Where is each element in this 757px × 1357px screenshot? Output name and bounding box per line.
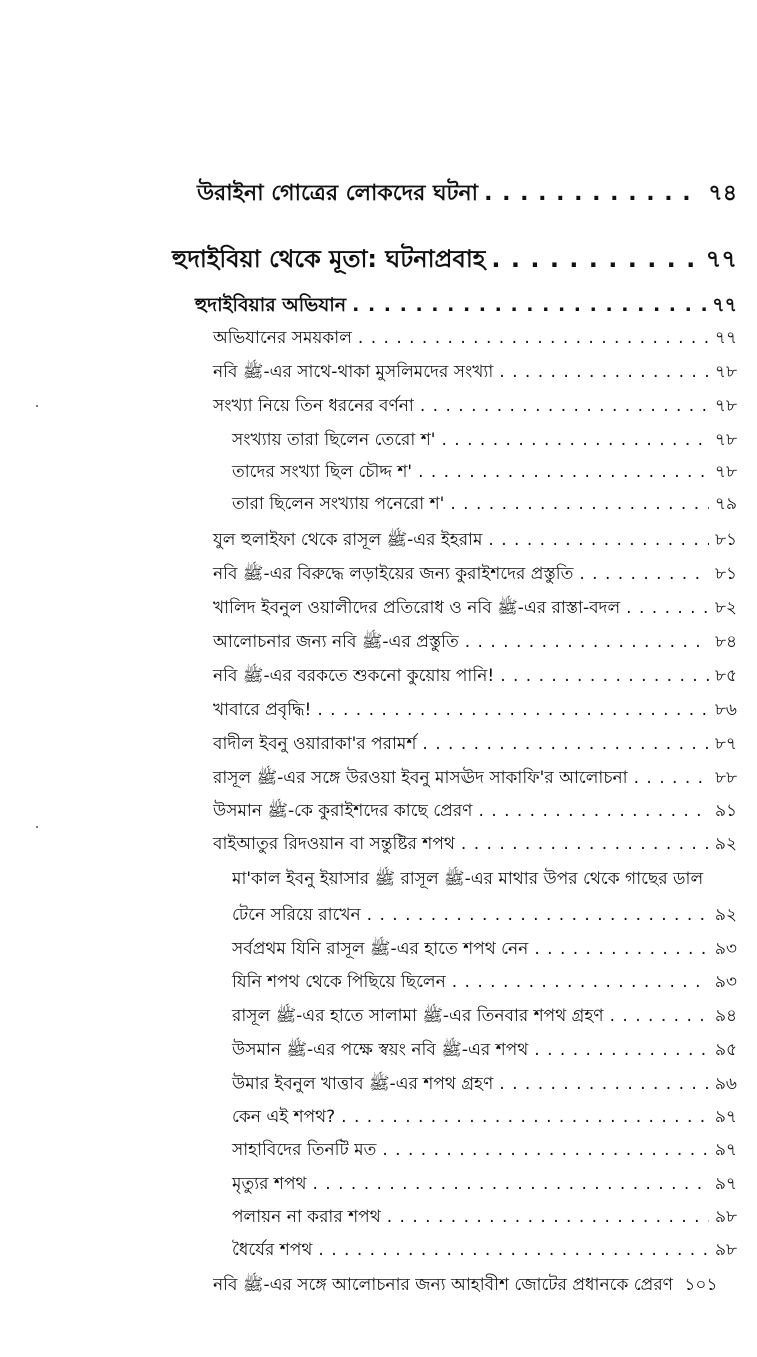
dot-leader [499,362,709,382]
dot-leader [441,430,708,450]
toc-entry [213,731,737,759]
dot-leader [318,1240,709,1260]
toc-entry-title: টেনে সরিয়ে রাখেন [232,905,361,925]
toc-entry-title: পলায়ন না করার শপথ [232,1207,381,1227]
toc-entry-title: উসমান ﷺ-কে কুরাইশদের কাছে প্রেরণ [213,801,473,821]
toc-entry [232,1037,737,1065]
toc-entry [232,902,737,930]
dot-leader [484,181,702,206]
toc-entry-page: ৮১ [714,564,737,584]
toc-entry [232,1071,737,1099]
toc-entry-page: ৯৭ [714,1140,737,1160]
toc-entry [213,359,737,387]
dot-leader [491,245,699,273]
toc-entry-page: ৮৪ [714,632,737,652]
toc-entry-page: ৭৮ [714,430,737,450]
dot-leader [422,734,708,754]
toc-entry-title: বাদীল ইবনু ওয়ারাকা'র পরামর্শ [213,734,417,754]
dot-leader [420,396,709,416]
toc-entry-title: যুল হুলাইফা থেকে রাসূল ﷺ-এর ইহরাম [213,530,483,550]
toc-entry-page: ৮১ [714,530,737,550]
dot-leader [534,1040,709,1060]
toc-entry-page: ৭৪ [708,181,737,206]
toc-entry [213,393,737,421]
toc-entry-page: ৯৭ [714,1107,737,1127]
toc-entry-page: ৭৭ [712,294,737,316]
toc-entry-page: ৯৬ [714,1074,737,1094]
toc-entry [232,491,737,519]
dot-leader [450,494,709,514]
toc-entry-page: ৯২ [714,834,737,854]
dot-leader [317,700,709,720]
toc-entry [232,427,737,455]
dot-leader [452,972,709,992]
toc-entry-page: ১০১ [684,1275,718,1295]
toc-entry-page: ৭৭ [714,328,737,348]
toc-entry [213,831,737,859]
dot-leader [478,801,708,821]
toc-entry [213,663,737,691]
toc-entry-title: উমার ইবনুল খাত্তাব ﷺ-এর শপথ গ্রহণ [232,1074,494,1094]
toc-entry-title: যিনি শপথ থেকে পিছিয়ে ছিলেন [232,972,446,992]
toc-entry [232,1137,737,1165]
dot-leader [387,1207,709,1227]
toc-entry-page: ৯৮ [714,1240,737,1260]
scan-speck [36,405,38,407]
dot-leader [579,564,709,584]
toc-entry [232,1237,737,1265]
dot-leader [382,1140,709,1160]
toc-entry-title: নবি ﷺ-এর বরকতে শুকনো কুয়োয় পানি! [213,666,495,686]
toc-entry [213,629,737,657]
toc-entry-page: ৯৮ [714,1207,737,1227]
toc-entry-title: নবি ﷺ-এর সাথে-থাকা মুসলিমদের সংখ্যা [213,362,494,382]
toc-entry-title: ধৈর্যের শপথ [232,1240,313,1260]
toc-entry-page: ৯৪ [714,1006,737,1026]
dot-leader [341,1107,709,1127]
toc-entry [213,325,737,353]
toc-entry [213,697,737,725]
toc-entry [232,1171,737,1199]
toc-entry [232,459,737,487]
toc-entry-page: ৯৭ [714,1174,737,1194]
toc-entry [213,561,737,589]
toc-entry [232,1104,737,1132]
toc-entry-page: ৭৭ [705,245,737,273]
dot-leader [352,294,706,316]
dot-leader [626,598,709,618]
scan-speck [36,826,38,828]
toc-entry [232,969,737,997]
toc-entry-page: ৯১ [714,801,737,821]
toc-entry-title: কেন এই শপথ? [232,1107,336,1127]
toc-entry [213,798,737,826]
toc-entry-title: উসমান ﷺ-এর পক্ষে স্বয়ং নবি ﷺ-এর শপথ [232,1040,529,1060]
toc-entry-title: সংখ্যায় তারা ছিলেন তেরো শ' [232,430,436,450]
toc-entry-title: হুদাইবিয়ার অভিযান [195,294,347,316]
dot-leader [500,666,709,686]
toc-entry-page: ৭৮ [714,362,737,382]
toc-entry-page: ৭৯ [714,494,737,514]
dot-leader [367,905,709,925]
toc-entry-title: মৃত্যুর শপথ [232,1174,307,1194]
toc-entry [213,765,737,793]
toc-entry [197,176,737,213]
toc-entry-page: ৯৩ [714,939,737,959]
dot-leader [488,530,709,550]
toc-entry-title: রাসূল ﷺ-এর হাতে সালামা ﷺ-এর তিনবার শপথ গ্রহণ [232,1006,604,1026]
toc-entry-title: সংখ্যা নিয়ে তিন ধরনের বর্ণনা [213,396,414,416]
dot-leader [358,328,709,348]
toc-entry-title: খাবারে প্রবৃদ্ধি! [213,700,312,720]
dot-leader [313,1174,709,1194]
toc-entry-page: ৭৮ [714,462,737,482]
toc-entry-page: ৯২ [714,905,737,925]
toc-entry-page: ৯৩ [714,972,737,992]
dot-leader [461,834,709,854]
toc-entry-page: ৮৬ [714,700,737,720]
toc-entry-title: বাইআতুর রিদওয়ান বা সন্তুষ্টির শপথ [213,834,455,854]
toc-entry-title: হুদাইবিয়া থেকে মূতা: ঘটনাপ্রবাহ [172,245,486,273]
toc-entry [213,595,737,623]
toc-entry-title: তারা ছিলেন সংখ্যায় পনেরো শ' [232,494,445,514]
toc-entry [213,1272,737,1300]
toc-entry-title: নবি ﷺ-এর সঙ্গে আলোচনার জন্য আহাবীশ জোটের প্রধানকে প্রেরণ [213,1275,673,1295]
toc-entry-page: ৯৫ [714,1040,737,1060]
toc-entry-title: অভিযানের সময়কাল [213,328,352,348]
toc-entry-title: সর্বপ্রথম যিনি রাসূল ﷺ-এর হাতে শপথ নেন [232,939,529,959]
dot-leader [418,462,709,482]
dot-leader [610,1006,709,1026]
toc-entry-title: রাসূল ﷺ-এর সঙ্গে উরওয়া ইবনু মাসঊদ সাকাফি'র আলোচনা [213,768,628,788]
toc-entry-page: ৮৫ [714,666,737,686]
toc-entry-title: আলোচনার জন্য নবি ﷺ-এর প্রস্তুতি [213,632,459,652]
dot-leader [634,768,709,788]
toc-entry-page: ৭৮ [714,396,737,416]
toc-entry-page: ৮২ [714,598,737,618]
toc-entry [232,1204,737,1232]
toc-entry-title: খালিদ ইবনুল ওয়ালীদের প্রতিরোধ ও নবি ﷺ-এর রাস্তা-বদল [213,598,621,618]
toc-entry-title: সাহাবিদের তিনটি মত [232,1140,377,1160]
dot-leader [499,1074,709,1094]
toc-entry [195,291,737,323]
toc-section-heading [172,241,737,281]
dot-leader [465,632,709,652]
toc-entry-page: ৮৮ [714,768,737,788]
toc-entry-title: নবি ﷺ-এর বিরুদ্ধে লড়াইয়ের জন্য কুরাইশদের প্রস্তুতি [213,564,574,584]
toc-entry [213,527,737,555]
toc-entry [232,1003,737,1031]
dot-leader [534,939,709,959]
toc-entry-title-line: মা'কাল ইবনু ইয়াসার ﷺ রাসূল ﷺ-এর মাথার উপর থেকে গাছের ডাল [232,869,704,889]
toc-entry-title: তাদের সংখ্যা ছিল চৌদ্দ শ' [232,462,413,482]
toc-entry [232,936,737,964]
toc-entry-page: ৮৭ [714,734,737,754]
toc-entry-title: উরাইনা গোত্রের লোকদের ঘটনা [197,181,479,206]
